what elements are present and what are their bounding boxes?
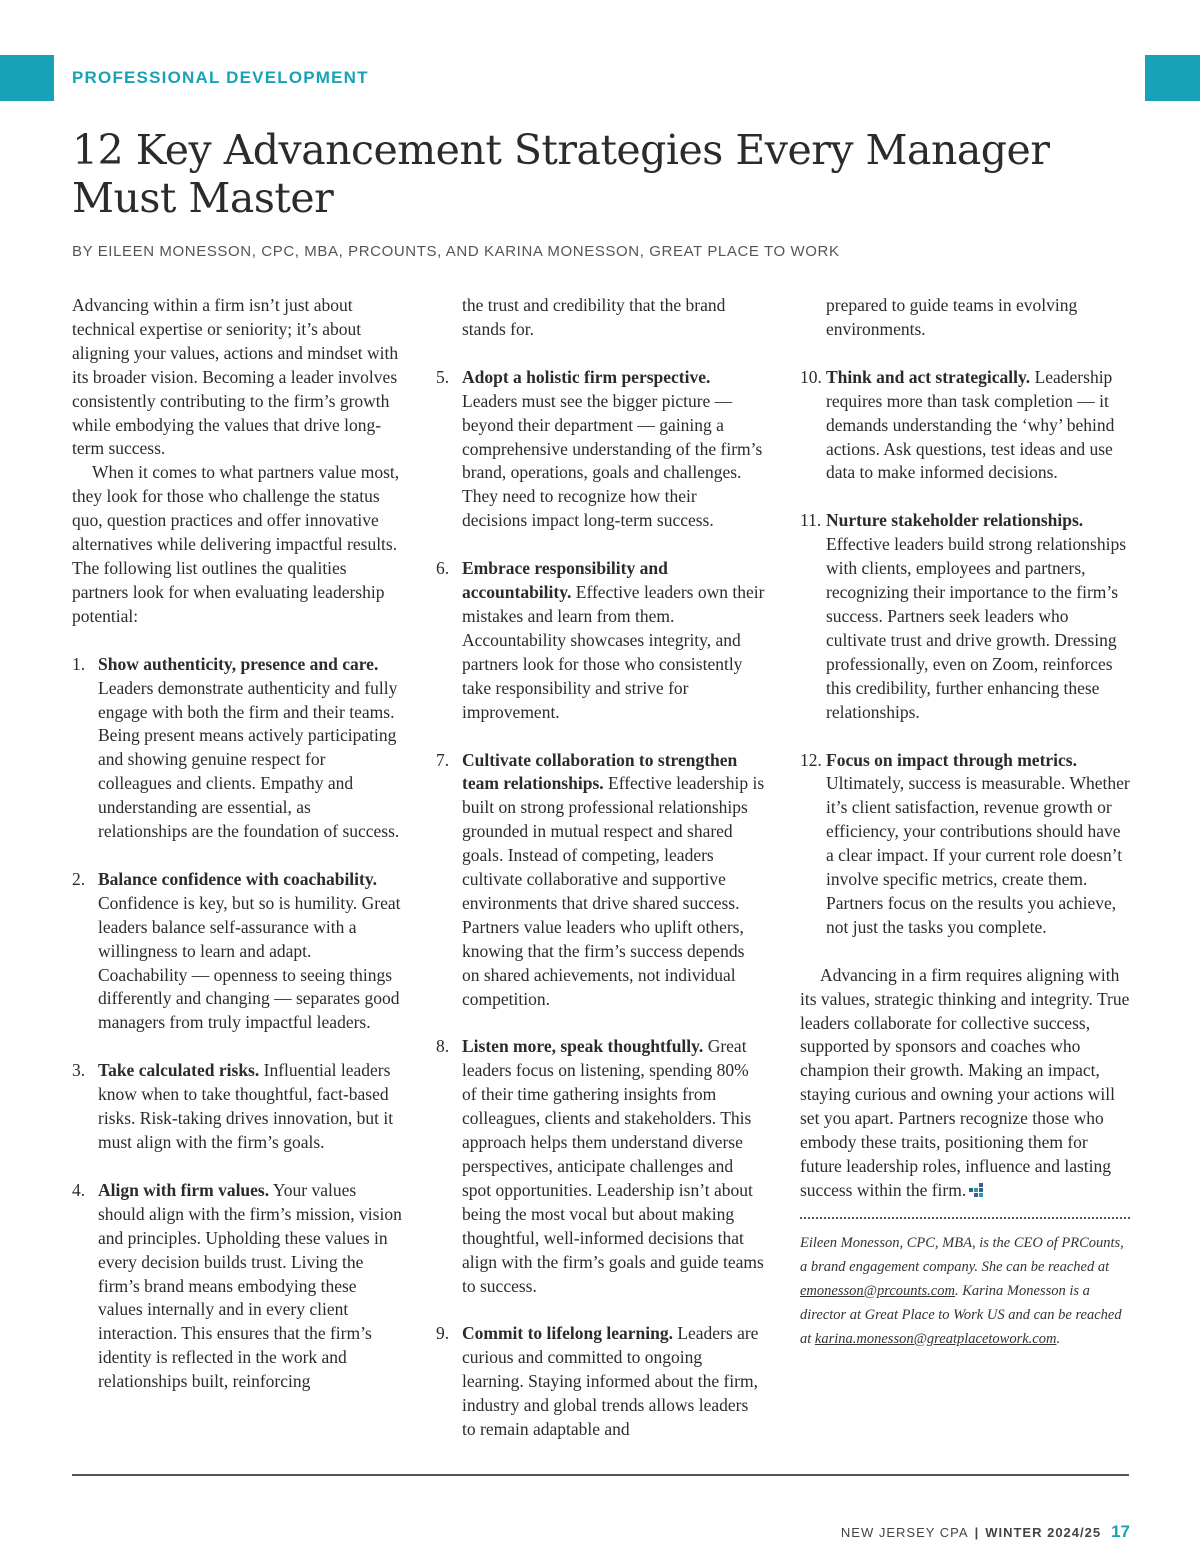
list-item-3	[72, 1059, 402, 1155]
list-item-2	[72, 868, 402, 1035]
list-number: 9.	[436, 1323, 450, 1344]
list-number: 10.	[800, 366, 822, 387]
list-item-body: Your values should align with the firm’s mission, vision and principles. Upholding these values in every decision builds trust. Living the firm’s brand means embodying these values internally and in every client interaction. This ensures that the firm’s identity is reflected in the work and relationships built, reinforcing	[98, 1179, 402, 1392]
list-number: 12.	[800, 749, 822, 770]
conclusion-paragraph	[800, 964, 1130, 1203]
email-link-eileen[interactable]: emonesson@prcounts.com	[800, 1282, 955, 1299]
list-item-7	[436, 749, 766, 1012]
list-item-9-continued: prepared to guide teams in evolving environments.	[826, 295, 1078, 339]
list-item-body: Leaders are curious and committed to ongoing learning. Staying informed about the firm, industry and global trends allows leaders to remain adaptable and	[462, 1323, 759, 1440]
bio-divider	[800, 1217, 1130, 1219]
list-item-4	[72, 1179, 402, 1394]
list-item-body: Effective leadership is built on strong professional relationships grounded in mutual respect and shared goals. Instead of competing, leaders cultivate collaborative and supportive environments that drive shared success. Partners value leaders who uplift others, knowing that the firm’s success depends on shared achievements, not individual competition.	[462, 773, 765, 1009]
list-item-body: Great leaders focus on listening, spending 80% of their time gathering insights from colleagues, clients and stakeholders. This approach helps them understand diverse perspectives, anticipate challenges and spot opportunities. Leadership isn’t about being the most vocal but about making thoughtful, well-informed decisions that align with the firm’s goals and guide teams to success.	[462, 1036, 764, 1296]
list-item-9	[436, 1322, 766, 1442]
bio-text: .	[1056, 1330, 1061, 1347]
section-label: PROFESSIONAL DEVELOPMENT	[72, 68, 369, 87]
list-item-title: Focus on impact through metrics.	[826, 749, 1077, 770]
list-number: 2.	[72, 868, 86, 889]
list-item-title: Show authenticity, presence and care.	[98, 653, 379, 674]
footer-rule	[72, 1474, 1129, 1476]
section-tab-right	[1145, 55, 1200, 101]
list-item-title: Balance confidence with coachability.	[98, 868, 378, 889]
footer-separator: |	[974, 1525, 980, 1540]
page-footer	[841, 1522, 1130, 1542]
list-item-title: Nurture stakeholder relationships.	[826, 510, 1084, 531]
bio-text: Eileen Monesson, CPC, MBA, is the CEO of PRCounts, a brand engagement company. She can be reached at	[800, 1234, 1124, 1275]
list-number: 3.	[72, 1060, 86, 1081]
title-line-2: Must Master	[72, 174, 334, 222]
list-item-title: Listen more, speak thoughtfully.	[462, 1036, 704, 1057]
section-tab-left	[0, 55, 54, 101]
list-number: 7.	[436, 749, 450, 770]
byline: BY EILEEN MONESSON, CPC, MBA, PRCOUNTS, AND KARINA MONESSON, GREAT PLACE TO WORK	[72, 243, 840, 260]
list-item-8	[436, 1035, 766, 1298]
list-number: 4.	[72, 1179, 86, 1200]
end-mark-icon	[969, 1182, 984, 1197]
intro-paragraph-1: Advancing within a firm isn’t just about technical expertise or seniority; it’s about aligning your values, actions and mindset with its broader vision. Becoming a leader involves consistently contributing to the firm’s growth while embodying the values that drive long-term success.	[72, 295, 399, 459]
title-line-1: 12 Key Advancement Strategies Every Manager	[72, 126, 1050, 174]
page-number: 17	[1111, 1522, 1130, 1541]
list-number: 8.	[436, 1036, 450, 1057]
list-item-6	[436, 557, 766, 724]
list-item-1	[72, 653, 402, 844]
list-item-body: Leaders demonstrate authenticity and fully engage with both the firm and their teams. Being present means actively participating and showing genuine respect for colleagues and clients. Empathy and understanding are essential, as relationships are the foundation of success.	[98, 677, 400, 842]
list-item-title: Commit to lifelong learning.	[462, 1323, 673, 1344]
list-item-body: Effective leaders own their mistakes and learn from them. Accountability showcases integrity, and partners look for those who consistently take responsibility and strive for improvement.	[462, 582, 765, 722]
issue-label: WINTER 2024/25	[985, 1525, 1102, 1540]
list-item-4-continued: the trust and credibility that the brand stands for.	[462, 295, 726, 339]
author-bio	[800, 1231, 1130, 1351]
list-item-body: Influential leaders know when to take thoughtful, fact-based risks. Risk-taking drives innovation, but it must align with the firm’s goals.	[98, 1060, 394, 1152]
intro-paragraph-2: When it comes to what partners value most, they look for those who challenge the status quo, question practices and offer innovative alternatives while delivering impactful results. The following list outlines the qualities partners look for when evaluating leadership potential:	[72, 462, 400, 626]
list-item-title: Align with firm values.	[98, 1179, 270, 1200]
list-item-title: Think and act strategically.	[826, 366, 1031, 387]
list-number: 6.	[436, 558, 450, 579]
list-item-title: Cultivate collaboration to strengthen team relationships.	[462, 749, 738, 794]
list-number: 1.	[72, 653, 86, 674]
column-2	[436, 294, 766, 1442]
article-title	[72, 126, 1072, 222]
list-item-11	[800, 509, 1130, 724]
publication-name: NEW JERSEY CPA	[840, 1525, 969, 1540]
column-1	[72, 294, 402, 1394]
list-item-body: Leaders must see the bigger picture — beyond their department — gaining a comprehensive understanding of the firm’s brand, operations, goals and challenges. They need to recognize how their decisions impact long-term success.	[462, 390, 763, 531]
list-item-title: Embrace responsibility and accountability.	[462, 558, 668, 603]
list-item-12	[800, 749, 1130, 940]
list-item-body: Leadership requires more than task completion — it demands understanding the ‘why’ behind actions. Ask questions, test ideas and use data to make informed decisions.	[826, 366, 1115, 483]
list-item-10	[800, 366, 1130, 486]
list-item-body: Effective leaders build strong relationships with clients, employees and partners, recognizing their importance to the firm’s success. Partners seek leaders who cultivate trust and drive growth. Dressing professionally, even on Zoom, reinforces this credibility, further enhancing these relationships.	[826, 534, 1127, 722]
list-item-title: Take calculated risks.	[98, 1060, 260, 1081]
list-number: 5.	[436, 366, 450, 387]
list-item-body: Ultimately, success is measurable. Whether it’s client satisfaction, revenue growth or efficiency, your contributions should have a clear impact. If your current role doesn’t involve specific metrics, create them. Partners focus on the results you achieve, not just the tasks you complete.	[826, 773, 1130, 937]
list-number: 11.	[800, 510, 822, 531]
column-3	[800, 294, 1130, 1351]
list-item-title: Adopt a holistic firm perspective.	[462, 366, 711, 387]
list-item-5	[436, 366, 766, 533]
list-item-body: Confidence is key, but so is humility. Great leaders balance self-assurance with a willingness to learn and adapt. Coachability — openness to seeing things differently and changing — separates good managers from truly impactful leaders.	[98, 892, 401, 1033]
email-link-karina[interactable]: karina.monesson@greatplacetowork.com	[814, 1330, 1057, 1347]
conclusion-text: Advancing in a firm requires aligning with its values, strategic thinking and integrity. True leaders collaborate for collective success, supported by sponsors and coaches who champion their growth. Making an impact, staying curious and owning your actions will set you apart. Partners recognize those who embody these traits, positioning them for future leadership roles, influence and lasting success within the firm.	[800, 964, 1130, 1200]
bio-text: . Karina Monesson is a director at Great Place to Work US and can be reached at	[800, 1282, 1122, 1347]
